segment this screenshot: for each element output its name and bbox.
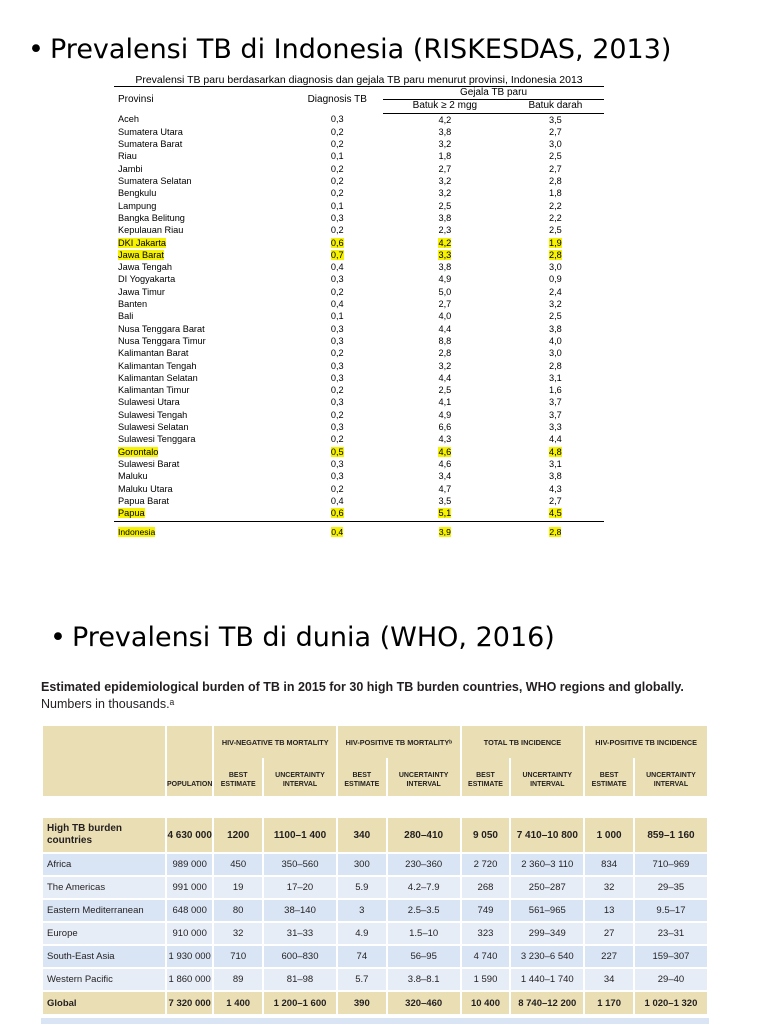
group-total-incidence: TOTAL TB INCIDENCE [462, 726, 584, 758]
region-row [43, 969, 707, 992]
batuk-darah-cell: 3,0 [549, 348, 562, 359]
value-cell: 3 [338, 900, 386, 923]
diagnosis-cell: 0,2 [330, 139, 344, 150]
value-cell: 1 020–1 320 [635, 992, 707, 1014]
provinsi-cell: Lampung [118, 200, 157, 211]
table-row [114, 286, 604, 298]
provinsi-cell: Aceh [118, 114, 139, 125]
batuk-darah-cell: 3,5 [549, 114, 562, 125]
table-row [114, 237, 604, 249]
table-row [114, 261, 604, 273]
prevalence-table [114, 86, 604, 539]
value-cell: 450 [214, 854, 262, 877]
value-cell: 34 [585, 969, 633, 992]
batuk-cell: 4,4 [438, 372, 452, 383]
col-batuk: Batuk ≥ 2 mgg [383, 100, 507, 113]
value-cell: 320–460 [388, 992, 460, 1014]
indonesia-tb-table [114, 74, 604, 539]
col-gejala: Gejala TB paru [383, 87, 604, 100]
bullet-indonesia-heading [28, 34, 671, 65]
diagnosis-cell: 0,3 [330, 274, 344, 285]
col-uncertainty: UNCERTAINTY INTERVAL [635, 758, 707, 796]
provinsi-cell: Nusa Tenggara Timur [118, 335, 206, 346]
batuk-darah-cell: 2,7 [549, 126, 562, 137]
batuk-cell: 3,3 [438, 249, 452, 260]
batuk-darah-cell: 2,8 [549, 360, 562, 371]
batuk-cell: 3,5 [438, 495, 452, 506]
value-cell: 710–969 [635, 854, 707, 877]
batuk-cell: 2,7 [438, 163, 452, 174]
diagnosis-cell: 0,3 [330, 335, 344, 346]
diagnosis-cell: 0,2 [330, 483, 344, 494]
table-row [114, 138, 604, 150]
batuk-cell: 4,4 [438, 323, 452, 334]
value-cell: 9 050 [462, 818, 510, 854]
value-cell: 561–965 [511, 900, 583, 923]
table-row [114, 495, 604, 507]
batuk-darah-cell: 2,5 [549, 311, 562, 322]
batuk-darah-cell: 3,3 [549, 422, 562, 433]
provinsi-cell: Sumatera Utara [118, 126, 183, 137]
value-cell: 1 590 [462, 969, 510, 992]
provinsi-cell: Kalimantan Timur [118, 385, 190, 396]
provinsi-cell: Sulawesi Tenggara [118, 434, 196, 445]
batuk-cell: 3,4 [438, 471, 452, 482]
spacer-cell [43, 796, 707, 818]
provinsi-cell: Kepulauan Riau [118, 225, 184, 236]
provinsi-cell: Sulawesi Tengah [118, 409, 188, 420]
table-row [114, 163, 604, 175]
batuk-darah-cell: 3,8 [549, 323, 562, 334]
table-row [114, 273, 604, 285]
value-cell: 710 [214, 946, 262, 969]
batuk-cell: 2,5 [438, 200, 452, 211]
provinsi-cell: Nusa Tenggara Barat [118, 323, 205, 334]
value-cell: 10 400 [462, 992, 510, 1014]
value-cell: 74 [338, 946, 386, 969]
table-continuation-stripe [41, 1018, 709, 1024]
table-row [114, 372, 604, 384]
value-cell: 5.7 [338, 969, 386, 992]
provinsi-cell: Bangka Belitung [118, 212, 185, 223]
provinsi-cell: Kalimantan Tengah [118, 360, 197, 371]
value-cell: 250–287 [511, 877, 583, 900]
batuk-darah-cell: 1,8 [549, 188, 562, 199]
table-row [114, 335, 604, 347]
batuk-darah-cell: 2,8 [549, 176, 562, 187]
value-cell: 350–560 [264, 854, 336, 877]
batuk-darah-cell: 3,2 [549, 299, 562, 310]
value-cell: 1 860 000 [167, 969, 212, 992]
table-row [114, 347, 604, 359]
diagnosis-cell: 0,2 [330, 409, 344, 420]
value-cell: 834 [585, 854, 633, 877]
high-burden-row [43, 818, 707, 854]
table-row [114, 187, 604, 199]
batuk-darah-cell: 3,0 [549, 262, 562, 273]
provinsi-cell: Indonesia [118, 527, 156, 538]
col-diagnosis: Diagnosis TB [292, 87, 383, 114]
provinsi-cell: Jawa Timur [118, 286, 165, 297]
value-cell: 300 [338, 854, 386, 877]
group-hivneg-mortality: HIV-NEGATIVE TB MORTALITY [214, 726, 336, 758]
diagnosis-cell: 0,2 [330, 126, 344, 137]
value-cell: 4.2–7.9 [388, 877, 460, 900]
table-row [114, 175, 604, 187]
value-cell: 268 [462, 877, 510, 900]
diagnosis-cell: 0,3 [330, 458, 344, 469]
batuk-cell: 4,0 [438, 311, 452, 322]
diagnosis-cell: 0,3 [330, 471, 344, 482]
batuk-darah-cell: 3,7 [549, 409, 562, 420]
provinsi-cell: Sulawesi Selatan [118, 422, 189, 433]
provinsi-cell: DI Yogyakarta [118, 274, 176, 285]
value-cell: 280–410 [388, 818, 460, 854]
diagnosis-cell: 0,3 [330, 372, 344, 383]
value-cell: 5.9 [338, 877, 386, 900]
header-blank [167, 726, 212, 758]
batuk-cell: 5,0 [438, 286, 452, 297]
table-row [114, 200, 604, 212]
value-cell: 29–35 [635, 877, 707, 900]
value-cell: 1 000 [585, 818, 633, 854]
diagnosis-cell: 0,6 [292, 507, 383, 522]
provinsi-cell: Bengkulu [118, 188, 157, 199]
table-row [114, 298, 604, 310]
provinsi-cell: Kalimantan Barat [118, 348, 189, 359]
region-name-cell: Europe [43, 923, 165, 946]
batuk-darah-cell: 3,7 [549, 397, 562, 408]
value-cell: 859–1 160 [635, 818, 707, 854]
table-caption: Prevalensi TB paru berdasarkan diagnosis dan gejala TB paru menurut provinsi, Indonesia 2013 [135, 74, 583, 86]
value-cell: 2 360–3 110 [511, 854, 583, 877]
value-cell: 390 [338, 992, 386, 1014]
table-row [114, 458, 604, 470]
batuk-darah-cell: 4,5 [507, 507, 604, 522]
region-row [43, 946, 707, 969]
diagnosis-cell: 0,2 [330, 385, 344, 396]
col-best: BEST ESTIMATE [338, 758, 386, 796]
header-blank [43, 758, 165, 796]
col-provinsi: Provinsi [114, 87, 292, 114]
provinsi-cell: Gorontalo [118, 446, 159, 457]
value-cell: 29–40 [635, 969, 707, 992]
batuk-darah-cell: 2,7 [549, 495, 562, 506]
col-best: BEST ESTIMATE [585, 758, 633, 796]
value-cell: 1200 [214, 818, 262, 854]
header-blank [43, 726, 165, 758]
value-cell: 227 [585, 946, 633, 969]
batuk-cell: 4,2 [438, 237, 452, 248]
value-cell: 27 [585, 923, 633, 946]
batuk-darah-cell: 2,2 [549, 212, 562, 223]
provinsi-cell: DKI Jakarta [118, 237, 166, 248]
col-batuk-darah: Batuk darah [507, 100, 604, 113]
diagnosis-cell: 0,2 [330, 434, 344, 445]
value-cell: 2.5–3.5 [388, 900, 460, 923]
bullet-symbol: • [50, 622, 66, 653]
value-cell: 3 230–6 540 [511, 946, 583, 969]
diagnosis-cell: 0,4 [330, 495, 344, 506]
region-name-cell: Africa [43, 854, 165, 877]
diagnosis-cell: 0,2 [330, 225, 344, 236]
diagnosis-cell: 0,6 [330, 237, 344, 248]
value-cell: 1100–1 400 [264, 818, 336, 854]
value-cell: 32 [214, 923, 262, 946]
col-uncertainty: UNCERTAINTY INTERVAL [264, 758, 336, 796]
table-row [114, 409, 604, 421]
value-cell: 32 [585, 877, 633, 900]
who-table-title: Estimated epidemiological burden of TB in 2015 for 30 high TB burden countries, WHO regions and globally. [41, 680, 684, 694]
group-hivpos-mortality: HIV-POSITIVE TB MORTALITYᵇ [338, 726, 460, 758]
provinsi-cell: Maluku Utara [118, 483, 173, 494]
batuk-cell: 4,6 [438, 446, 452, 457]
batuk-cell: 3,8 [438, 212, 452, 223]
table-row [114, 150, 604, 162]
value-cell: 159–307 [635, 946, 707, 969]
batuk-cell: 4,2 [438, 114, 452, 125]
value-cell: 9.5–17 [635, 900, 707, 923]
table-row [114, 249, 604, 261]
batuk-cell: 5,1 [383, 507, 507, 522]
provinsi-cell: Sumatera Barat [118, 139, 183, 150]
region-row [43, 854, 707, 877]
batuk-cell: 3,8 [438, 126, 452, 137]
diagnosis-cell: 0,4 [330, 262, 344, 273]
region-row [43, 923, 707, 946]
group-hivpos-incidence: HIV-POSITIVE TB INCIDENCE [585, 726, 707, 758]
batuk-darah-cell: 1,9 [549, 237, 562, 248]
diagnosis-cell: 0,4 [330, 299, 344, 310]
value-cell: 1 170 [585, 992, 633, 1014]
provinsi-cell: Banten [118, 299, 148, 310]
diagnosis-cell: 0,5 [330, 446, 344, 457]
batuk-darah-cell: 3,0 [549, 139, 562, 150]
value-cell: 80 [214, 900, 262, 923]
provinsi-cell: Jambi [118, 163, 143, 174]
batuk-darah-cell: 4,4 [549, 434, 562, 445]
provinsi-cell: Sulawesi Barat [118, 458, 180, 469]
col-best: BEST ESTIMATE [462, 758, 510, 796]
bullet-world-heading [50, 622, 555, 653]
table-row [114, 421, 604, 433]
diagnosis-cell: 0,1 [330, 151, 344, 162]
batuk-cell: 6,6 [438, 422, 452, 433]
table-row [114, 224, 604, 236]
who-burden-table [41, 726, 709, 1014]
total-row [114, 522, 604, 539]
value-cell: 1 930 000 [167, 946, 212, 969]
batuk-cell: 4,3 [438, 434, 452, 445]
who-table-subtitle: Numbers in thousands.ᵃ [41, 697, 175, 711]
batuk-darah-cell: 4,3 [549, 483, 562, 494]
value-cell: 600–830 [264, 946, 336, 969]
diagnosis-cell: 0,1 [330, 311, 344, 322]
col-best: BEST ESTIMATE [214, 758, 262, 796]
provinsi-cell: Kalimantan Selatan [118, 372, 198, 383]
provinsi-cell: Sumatera Selatan [118, 176, 192, 187]
value-cell: 648 000 [167, 900, 212, 923]
table-row [114, 470, 604, 482]
batuk-cell: 3,9 [438, 527, 451, 538]
bullet-symbol: • [28, 34, 44, 65]
batuk-darah-cell: 2,8 [549, 527, 562, 538]
value-cell: 4 740 [462, 946, 510, 969]
col-uncertainty: UNCERTAINTY INTERVAL [511, 758, 583, 796]
value-cell: 989 000 [167, 854, 212, 877]
region-name-cell: Global [43, 992, 165, 1014]
batuk-cell: 3,8 [438, 262, 452, 273]
diagnosis-cell: 0,4 [331, 527, 344, 538]
region-name-cell: Eastern Mediterranean [43, 900, 165, 923]
table-body [114, 113, 604, 539]
table-row [114, 384, 604, 396]
region-name-cell: High TB burden countries [43, 818, 165, 854]
region-name-cell: South-East Asia [43, 946, 165, 969]
diagnosis-cell: 0,2 [330, 348, 344, 359]
batuk-darah-cell: 1,6 [549, 385, 562, 396]
value-cell: 23–31 [635, 923, 707, 946]
value-cell: 7 320 000 [167, 992, 212, 1014]
batuk-darah-cell: 2,4 [549, 286, 562, 297]
value-cell: 1.5–10 [388, 923, 460, 946]
diagnosis-cell: 0,2 [330, 176, 344, 187]
batuk-cell: 1,8 [438, 151, 452, 162]
value-cell: 230–360 [388, 854, 460, 877]
global-row [43, 992, 707, 1014]
diagnosis-cell: 0,3 [330, 212, 344, 223]
batuk-darah-cell: 4,0 [549, 335, 562, 346]
diagnosis-cell: 0,3 [330, 422, 344, 433]
value-cell: 19 [214, 877, 262, 900]
table-row [114, 323, 604, 335]
region-name-cell: Western Pacific [43, 969, 165, 992]
batuk-cell: 4,9 [438, 274, 452, 285]
value-cell: 1 400 [214, 992, 262, 1014]
region-row [43, 877, 707, 900]
value-cell: 991 000 [167, 877, 212, 900]
col-population: POPULATION [167, 758, 212, 796]
value-cell: 81–98 [264, 969, 336, 992]
diagnosis-cell: 0,3 [330, 360, 344, 371]
batuk-darah-cell: 0,9 [549, 274, 562, 285]
value-cell: 89 [214, 969, 262, 992]
batuk-cell: 2,5 [438, 385, 452, 396]
batuk-darah-cell: 3,1 [549, 458, 562, 469]
batuk-cell: 2,8 [438, 348, 452, 359]
batuk-darah-cell: 2,8 [549, 249, 562, 260]
value-cell: 299–349 [511, 923, 583, 946]
diagnosis-cell: 0,3 [330, 397, 344, 408]
batuk-darah-cell: 4,8 [549, 446, 562, 457]
value-cell: 3.8–8.1 [388, 969, 460, 992]
batuk-darah-cell: 3,1 [549, 372, 562, 383]
spacer-row [43, 796, 707, 818]
value-cell: 749 [462, 900, 510, 923]
value-cell: 4.9 [338, 923, 386, 946]
value-cell: 31–33 [264, 923, 336, 946]
batuk-cell: 4,6 [438, 458, 452, 469]
who-table-body [43, 796, 707, 1014]
batuk-darah-cell: 2,2 [549, 200, 562, 211]
table-row [114, 446, 604, 458]
provinsi-cell: Bali [118, 311, 134, 322]
batuk-cell: 3,2 [438, 139, 452, 150]
table-row [114, 212, 604, 224]
diagnosis-cell: 0,2 [330, 188, 344, 199]
table-row [114, 483, 604, 495]
batuk-cell: 4,9 [438, 409, 452, 420]
diagnosis-cell: 0,2 [330, 163, 344, 174]
value-cell: 38–140 [264, 900, 336, 923]
table-row [114, 360, 604, 372]
provinsi-cell: Jawa Barat [118, 249, 164, 260]
value-cell: 340 [338, 818, 386, 854]
diagnosis-cell: 0,2 [330, 286, 344, 297]
diagnosis-cell: 0,7 [330, 249, 344, 260]
batuk-cell: 3,2 [438, 188, 452, 199]
batuk-cell: 3,2 [438, 360, 452, 371]
provinsi-cell: Papua Barat [118, 495, 170, 506]
table-row [114, 113, 604, 126]
value-cell: 1 200–1 600 [264, 992, 336, 1014]
provinsi-cell: Jawa Tengah [118, 262, 172, 273]
table-row [114, 433, 604, 445]
value-cell: 17–20 [264, 877, 336, 900]
region-name-cell: The Americas [43, 877, 165, 900]
batuk-darah-cell: 2,5 [549, 225, 562, 236]
table-row [114, 126, 604, 138]
value-cell: 7 410–10 800 [511, 818, 583, 854]
batuk-darah-cell: 2,7 [549, 163, 562, 174]
diagnosis-cell: 0,3 [330, 114, 344, 125]
batuk-cell: 8,8 [438, 335, 452, 346]
batuk-darah-cell: 3,8 [549, 471, 562, 482]
diagnosis-cell: 0,1 [330, 200, 344, 211]
value-cell: 56–95 [388, 946, 460, 969]
batuk-darah-cell: 2,5 [549, 151, 562, 162]
value-cell: 2 720 [462, 854, 510, 877]
value-cell: 323 [462, 923, 510, 946]
provinsi-cell: Papua [114, 507, 292, 522]
table-row [114, 310, 604, 322]
value-cell: 910 000 [167, 923, 212, 946]
provinsi-cell: Maluku [118, 471, 148, 482]
value-cell: 13 [585, 900, 633, 923]
batuk-cell: 2,7 [438, 299, 452, 310]
batuk-cell: 4,1 [438, 397, 452, 408]
diagnosis-cell: 0,3 [330, 323, 344, 334]
provinsi-cell: Sulawesi Utara [118, 397, 180, 408]
col-uncertainty: UNCERTAINTY INTERVAL [388, 758, 460, 796]
value-cell: 1 440–1 740 [511, 969, 583, 992]
value-cell: 4 630 000 [167, 818, 212, 854]
value-cell: 8 740–12 200 [511, 992, 583, 1014]
table-row [114, 507, 604, 522]
batuk-cell: 3,2 [438, 176, 452, 187]
provinsi-cell: Riau [118, 151, 137, 162]
batuk-cell: 2,3 [438, 225, 452, 236]
batuk-cell: 4,7 [438, 483, 452, 494]
bullet-text: Prevalensi TB di dunia (WHO, 2016) [72, 622, 555, 653]
region-row [43, 900, 707, 923]
bullet-text: Prevalensi TB di Indonesia (RISKESDAS, 2013) [50, 34, 672, 65]
table-row [114, 396, 604, 408]
